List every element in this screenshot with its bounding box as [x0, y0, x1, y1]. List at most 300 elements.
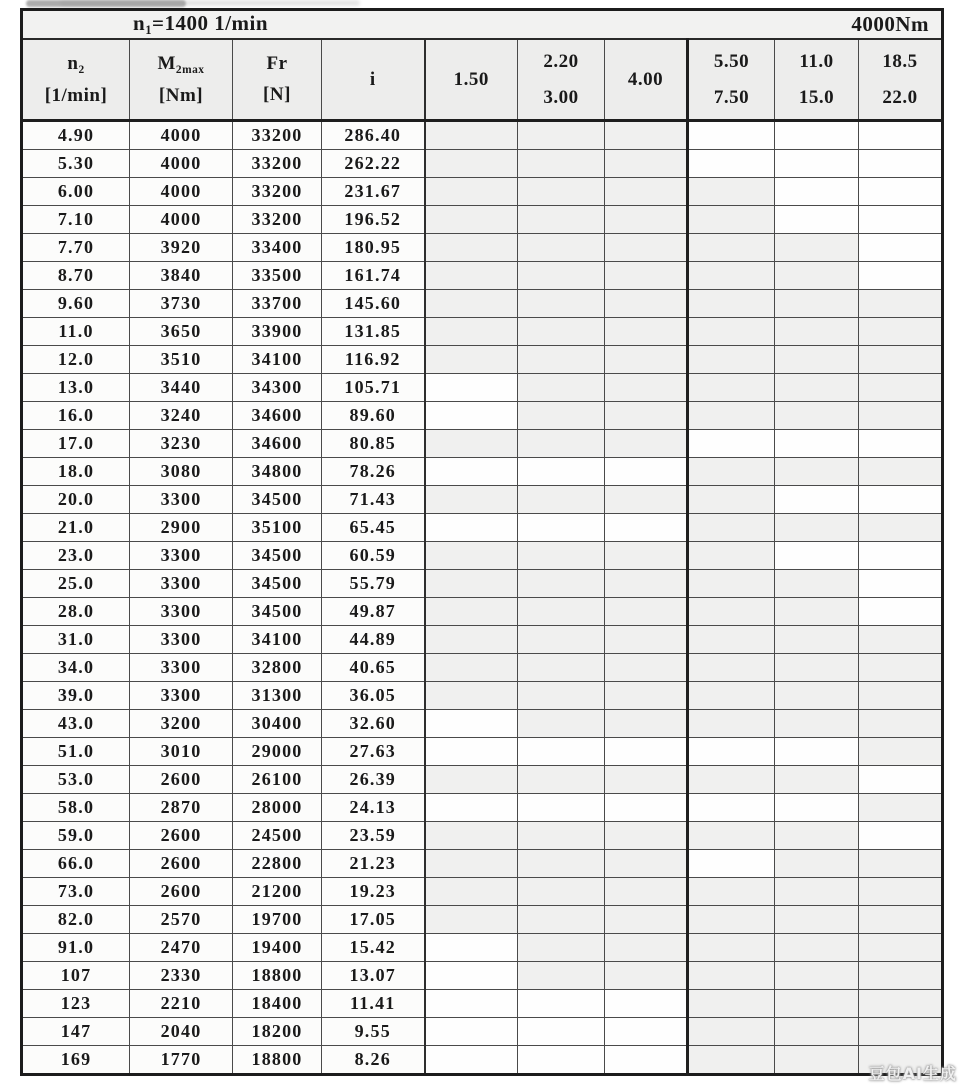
m2max-value: 3300 [130, 626, 233, 654]
ratio-availability-cell [518, 850, 605, 878]
ratio-availability-cell [775, 878, 859, 906]
ratio-availability-cell [605, 738, 688, 766]
ratio-availability-cell [859, 654, 943, 682]
n2-value: 21.0 [22, 514, 130, 542]
ratio-availability-cell [859, 150, 943, 178]
m2max-value: 3510 [130, 346, 233, 374]
i-value: 8.26 [322, 1046, 425, 1075]
ratio-availability-cell [425, 962, 518, 990]
fr-value: 34500 [233, 570, 322, 598]
col-header-ratio [775, 39, 859, 121]
fr-value: 34600 [233, 430, 322, 458]
ratio-availability-cell [425, 121, 518, 150]
table-row [22, 374, 943, 402]
m2max-value: 3230 [130, 430, 233, 458]
ratio-header-value: 4.00 [627, 68, 664, 90]
n2-value: 4.90 [22, 121, 130, 150]
i-value: 78.26 [322, 458, 425, 486]
table-row [22, 850, 943, 878]
ratio-availability-cell [775, 206, 859, 234]
table-row [22, 962, 943, 990]
ratio-header-value: 22.0 [882, 86, 918, 108]
ratio-availability-cell [859, 738, 943, 766]
ratio-availability-cell [688, 374, 775, 402]
fr-value: 21200 [233, 878, 322, 906]
col-header-ratio [688, 39, 775, 121]
m2max-value: 1770 [130, 1046, 233, 1075]
ratio-availability-cell [425, 878, 518, 906]
n2-value: 17.0 [22, 430, 130, 458]
ratio-availability-cell [775, 486, 859, 514]
i-value: 105.71 [322, 374, 425, 402]
ratio-availability-cell [688, 150, 775, 178]
ratio-availability-cell [518, 906, 605, 934]
n2-value: 9.60 [22, 290, 130, 318]
ratio-availability-cell [775, 150, 859, 178]
table-row [22, 794, 943, 822]
ratio-header-value: 15.0 [798, 86, 835, 108]
table-row [22, 318, 943, 346]
ratio-availability-cell [425, 738, 518, 766]
table-row [22, 206, 943, 234]
ratio-availability-cell [859, 374, 943, 402]
i-value: 13.07 [322, 962, 425, 990]
n2-value: 13.0 [22, 374, 130, 402]
fr-value: 26100 [233, 766, 322, 794]
i-value: 27.63 [322, 738, 425, 766]
ratio-availability-cell [859, 486, 943, 514]
table-row [22, 346, 943, 374]
ratio-availability-cell [688, 1046, 775, 1075]
n2-value: 31.0 [22, 626, 130, 654]
ratio-availability-cell [688, 710, 775, 738]
n2-value: 51.0 [22, 738, 130, 766]
m2max-value: 3730 [130, 290, 233, 318]
m2max-value: 2600 [130, 822, 233, 850]
ratio-availability-cell [605, 346, 688, 374]
ratio-availability-cell [518, 598, 605, 626]
ratio-availability-cell [859, 458, 943, 486]
col-header-m2max: $M_{2max}$ [Nm] [130, 39, 233, 121]
m2max-value: 2870 [130, 794, 233, 822]
ratio-availability-cell [688, 962, 775, 990]
ratio-availability-cell [425, 1018, 518, 1046]
ratio-availability-cell [518, 262, 605, 290]
m2max-value: 4000 [130, 121, 233, 150]
table-row [22, 878, 943, 906]
ratio-availability-cell [688, 542, 775, 570]
ratio-availability-cell [859, 822, 943, 850]
table-body [22, 121, 943, 1075]
m2max-value: 2040 [130, 1018, 233, 1046]
fr-value: 33200 [233, 178, 322, 206]
ratio-header-value: 18.5 [882, 50, 918, 72]
col-header-ratio [518, 39, 605, 121]
m2max-value: 3440 [130, 374, 233, 402]
i-value: 24.13 [322, 794, 425, 822]
ratio-availability-cell [425, 514, 518, 542]
i-value: 262.22 [322, 150, 425, 178]
ratio-availability-cell [518, 990, 605, 1018]
ratio-availability-cell [605, 990, 688, 1018]
ratio-availability-cell [859, 178, 943, 206]
ratio-availability-cell [688, 1018, 775, 1046]
i-value: 116.92 [322, 346, 425, 374]
fr-value: 34100 [233, 346, 322, 374]
fr-value: 34800 [233, 458, 322, 486]
ratio-availability-cell [605, 402, 688, 430]
watermark: 豆包AI生成 [868, 1064, 957, 1083]
ratio-availability-cell [775, 430, 859, 458]
ratio-availability-cell [518, 1046, 605, 1075]
fr-value: 30400 [233, 710, 322, 738]
ratio-availability-cell [605, 430, 688, 458]
table-row [22, 430, 943, 458]
ratio-availability-cell [859, 990, 943, 1018]
table-row [22, 934, 943, 962]
m2max-value: 2570 [130, 906, 233, 934]
n2-value: 58.0 [22, 794, 130, 822]
fr-value: 24500 [233, 822, 322, 850]
ratio-availability-cell [605, 598, 688, 626]
i-value: 26.39 [322, 766, 425, 794]
scan-artifact [26, 0, 186, 7]
ratio-availability-cell [605, 262, 688, 290]
ratio-availability-cell [859, 542, 943, 570]
ratio-availability-cell [425, 150, 518, 178]
ratio-availability-cell [518, 150, 605, 178]
n2-value: 25.0 [22, 570, 130, 598]
ratio-availability-cell [775, 262, 859, 290]
table-row [22, 402, 943, 430]
ratio-availability-cell [425, 822, 518, 850]
ratio-availability-cell [518, 178, 605, 206]
i-value: 80.85 [322, 430, 425, 458]
m2max-value: 3300 [130, 570, 233, 598]
ratio-availability-cell [518, 290, 605, 318]
ratio-availability-cell [518, 486, 605, 514]
ratio-availability-cell [605, 121, 688, 150]
ratio-availability-cell [605, 234, 688, 262]
col-header-ratio [859, 39, 943, 121]
ratio-availability-cell [859, 934, 943, 962]
ratio-availability-cell [425, 542, 518, 570]
ratio-availability-cell [425, 430, 518, 458]
fr-value: 19700 [233, 906, 322, 934]
ratio-availability-cell [605, 682, 688, 710]
n2-value: 66.0 [22, 850, 130, 878]
m2max-value: 3300 [130, 542, 233, 570]
fr-value: 32800 [233, 654, 322, 682]
i-value: 19.23 [322, 878, 425, 906]
m2max-value: 3300 [130, 654, 233, 682]
ratio-availability-cell [425, 710, 518, 738]
ratio-availability-cell [859, 346, 943, 374]
ratio-availability-cell [605, 878, 688, 906]
table-row [22, 906, 943, 934]
ratio-availability-cell [605, 766, 688, 794]
table-row [22, 178, 943, 206]
ratio-availability-cell [859, 262, 943, 290]
ratio-availability-cell [688, 121, 775, 150]
ratio-availability-cell [775, 570, 859, 598]
ratio-availability-cell [605, 850, 688, 878]
ratio-availability-cell [518, 458, 605, 486]
table-row [22, 598, 943, 626]
n2-value: 7.10 [22, 206, 130, 234]
ratio-availability-cell [688, 206, 775, 234]
fr-value: 33200 [233, 150, 322, 178]
ratio-availability-cell [775, 906, 859, 934]
m2max-value: 2600 [130, 878, 233, 906]
ratio-availability-cell [688, 430, 775, 458]
ratio-availability-cell [518, 318, 605, 346]
ratio-header-value: 1.50 [453, 68, 489, 90]
ratio-availability-cell [425, 178, 518, 206]
ratio-availability-cell [688, 486, 775, 514]
table-row [22, 682, 943, 710]
ratio-availability-cell [605, 1018, 688, 1046]
ratio-availability-cell [859, 290, 943, 318]
ratio-availability-cell [859, 766, 943, 794]
ratio-availability-cell [859, 430, 943, 458]
ratio-availability-cell [518, 682, 605, 710]
n2-value: 16.0 [22, 402, 130, 430]
ratio-availability-cell [518, 514, 605, 542]
col-header-ratio [605, 39, 688, 121]
fr-value: 28000 [233, 794, 322, 822]
title-row [22, 10, 943, 40]
ratio-availability-cell [518, 430, 605, 458]
m2max-value: 2330 [130, 962, 233, 990]
ratio-availability-cell [859, 234, 943, 262]
ratio-availability-cell [605, 962, 688, 990]
i-value: 21.23 [322, 850, 425, 878]
ratio-availability-cell [605, 458, 688, 486]
ratio-availability-cell [518, 878, 605, 906]
m2max-value: 4000 [130, 178, 233, 206]
n2-value: 107 [22, 962, 130, 990]
ratio-availability-cell [518, 822, 605, 850]
ratio-availability-cell [688, 738, 775, 766]
ratio-availability-cell [425, 990, 518, 1018]
ratio-availability-cell [688, 878, 775, 906]
ratio-availability-cell [688, 570, 775, 598]
ratio-availability-cell [859, 906, 943, 934]
ratio-availability-cell [688, 990, 775, 1018]
ratio-availability-cell [425, 850, 518, 878]
n2-value: 169 [22, 1046, 130, 1075]
table-row [22, 990, 943, 1018]
ratio-availability-cell [605, 1046, 688, 1075]
col-header-fr: Fr [N] [233, 39, 322, 121]
ratio-availability-cell [425, 598, 518, 626]
ratio-availability-cell [518, 234, 605, 262]
ratio-availability-cell [518, 542, 605, 570]
fr-value: 19400 [233, 934, 322, 962]
ratio-availability-cell [859, 318, 943, 346]
ratio-availability-cell [605, 290, 688, 318]
i-value: 65.45 [322, 514, 425, 542]
ratio-availability-cell [775, 1018, 859, 1046]
table-row [22, 1018, 943, 1046]
max-torque-label: 4000Nm [851, 12, 929, 36]
ratio-availability-cell [518, 374, 605, 402]
ratio-availability-cell [688, 262, 775, 290]
ratio-availability-cell [518, 794, 605, 822]
col-header-ratio [425, 39, 518, 121]
fr-value: 18800 [233, 1046, 322, 1075]
ratio-availability-cell [425, 766, 518, 794]
ratio-availability-cell [425, 206, 518, 234]
m2max-value: 3300 [130, 682, 233, 710]
ratio-availability-cell [775, 514, 859, 542]
ratio-availability-cell [688, 178, 775, 206]
ratio-availability-cell [859, 962, 943, 990]
ratio-availability-cell [605, 570, 688, 598]
ratio-availability-cell [688, 766, 775, 794]
n2-value: 6.00 [22, 178, 130, 206]
ratio-availability-cell [859, 514, 943, 542]
ratio-availability-cell [425, 486, 518, 514]
fr-value: 18400 [233, 990, 322, 1018]
ratio-availability-cell [688, 906, 775, 934]
ratio-availability-cell [775, 850, 859, 878]
fr-value: 34500 [233, 542, 322, 570]
m2max-value: 4000 [130, 150, 233, 178]
m2max-value: 2600 [130, 850, 233, 878]
ratio-availability-cell [518, 206, 605, 234]
fr-value: 33400 [233, 234, 322, 262]
n2-value: 73.0 [22, 878, 130, 906]
ratio-availability-cell [775, 318, 859, 346]
ratio-availability-cell [518, 346, 605, 374]
ratio-availability-cell [425, 1046, 518, 1075]
ratio-availability-cell [518, 626, 605, 654]
ratio-availability-cell [688, 402, 775, 430]
ratio-availability-cell [775, 374, 859, 402]
ratio-availability-cell [859, 570, 943, 598]
m2max-value: 4000 [130, 206, 233, 234]
ratio-availability-cell [605, 794, 688, 822]
ratio-availability-cell [775, 178, 859, 206]
table-row [22, 766, 943, 794]
ratio-availability-cell [518, 654, 605, 682]
ratio-header-value: 11.0 [799, 50, 834, 72]
table-row [22, 570, 943, 598]
i-value: 161.74 [322, 262, 425, 290]
ratio-availability-cell [605, 542, 688, 570]
ratio-availability-cell [688, 458, 775, 486]
ratio-availability-cell [688, 850, 775, 878]
ratio-availability-cell [425, 794, 518, 822]
i-value: 196.52 [322, 206, 425, 234]
m2max-value: 3300 [130, 486, 233, 514]
i-value: 23.59 [322, 822, 425, 850]
ratio-availability-cell [859, 206, 943, 234]
ratio-availability-cell [775, 1046, 859, 1075]
ratio-availability-cell [859, 1018, 943, 1046]
ratio-availability-cell [688, 654, 775, 682]
fr-value: 18800 [233, 962, 322, 990]
i-value: 36.05 [322, 682, 425, 710]
n2-value: 82.0 [22, 906, 130, 934]
i-value: 145.60 [322, 290, 425, 318]
i-value: 15.42 [322, 934, 425, 962]
fr-value: 35100 [233, 514, 322, 542]
i-value: 231.67 [322, 178, 425, 206]
i-value: 17.05 [322, 906, 425, 934]
n2-value: 147 [22, 1018, 130, 1046]
ratio-availability-cell [859, 850, 943, 878]
n2-value: 123 [22, 990, 130, 1018]
ratio-availability-cell [518, 962, 605, 990]
ratio-availability-cell [859, 626, 943, 654]
ratio-availability-cell [859, 794, 943, 822]
ratio-availability-cell [518, 766, 605, 794]
ratio-availability-cell [775, 738, 859, 766]
ratio-header-value: 2.20 [543, 50, 579, 72]
n2-value: 8.70 [22, 262, 130, 290]
i-value: 9.55 [322, 1018, 425, 1046]
ratio-availability-cell [518, 402, 605, 430]
ratio-availability-cell [859, 598, 943, 626]
ratio-header-value: 5.50 [713, 50, 750, 72]
ratio-availability-cell [425, 654, 518, 682]
ratio-availability-cell [605, 654, 688, 682]
ratio-availability-cell [425, 458, 518, 486]
ratio-availability-cell [775, 794, 859, 822]
ratio-availability-cell [518, 570, 605, 598]
n2-value: 28.0 [22, 598, 130, 626]
i-value: 180.95 [322, 234, 425, 262]
ratio-availability-cell [425, 374, 518, 402]
ratio-availability-cell [775, 458, 859, 486]
i-value: 60.59 [322, 542, 425, 570]
table-row [22, 822, 943, 850]
ratio-availability-cell [688, 598, 775, 626]
ratio-availability-cell [688, 626, 775, 654]
ratio-availability-cell [518, 710, 605, 738]
ratio-availability-cell [859, 402, 943, 430]
ratio-availability-cell [775, 934, 859, 962]
ratio-availability-cell [688, 682, 775, 710]
ratio-availability-cell [425, 934, 518, 962]
table-row [22, 626, 943, 654]
ratio-availability-cell [425, 346, 518, 374]
n2-value: 39.0 [22, 682, 130, 710]
ratio-availability-cell [775, 542, 859, 570]
ratio-availability-cell [425, 626, 518, 654]
table-row [22, 458, 943, 486]
m2max-value: 3840 [130, 262, 233, 290]
fr-value: 33700 [233, 290, 322, 318]
ratio-availability-cell [775, 346, 859, 374]
fr-value: 34100 [233, 626, 322, 654]
table-row [22, 290, 943, 318]
ratio-availability-cell [605, 486, 688, 514]
ratio-availability-cell [775, 822, 859, 850]
fr-value: 33200 [233, 121, 322, 150]
fr-value: 33900 [233, 318, 322, 346]
table-row [22, 738, 943, 766]
ratio-availability-cell [859, 682, 943, 710]
ratio-availability-cell [425, 262, 518, 290]
ratio-availability-cell [425, 318, 518, 346]
fr-value: 34300 [233, 374, 322, 402]
fr-value: 31300 [233, 682, 322, 710]
ratio-availability-cell [425, 682, 518, 710]
